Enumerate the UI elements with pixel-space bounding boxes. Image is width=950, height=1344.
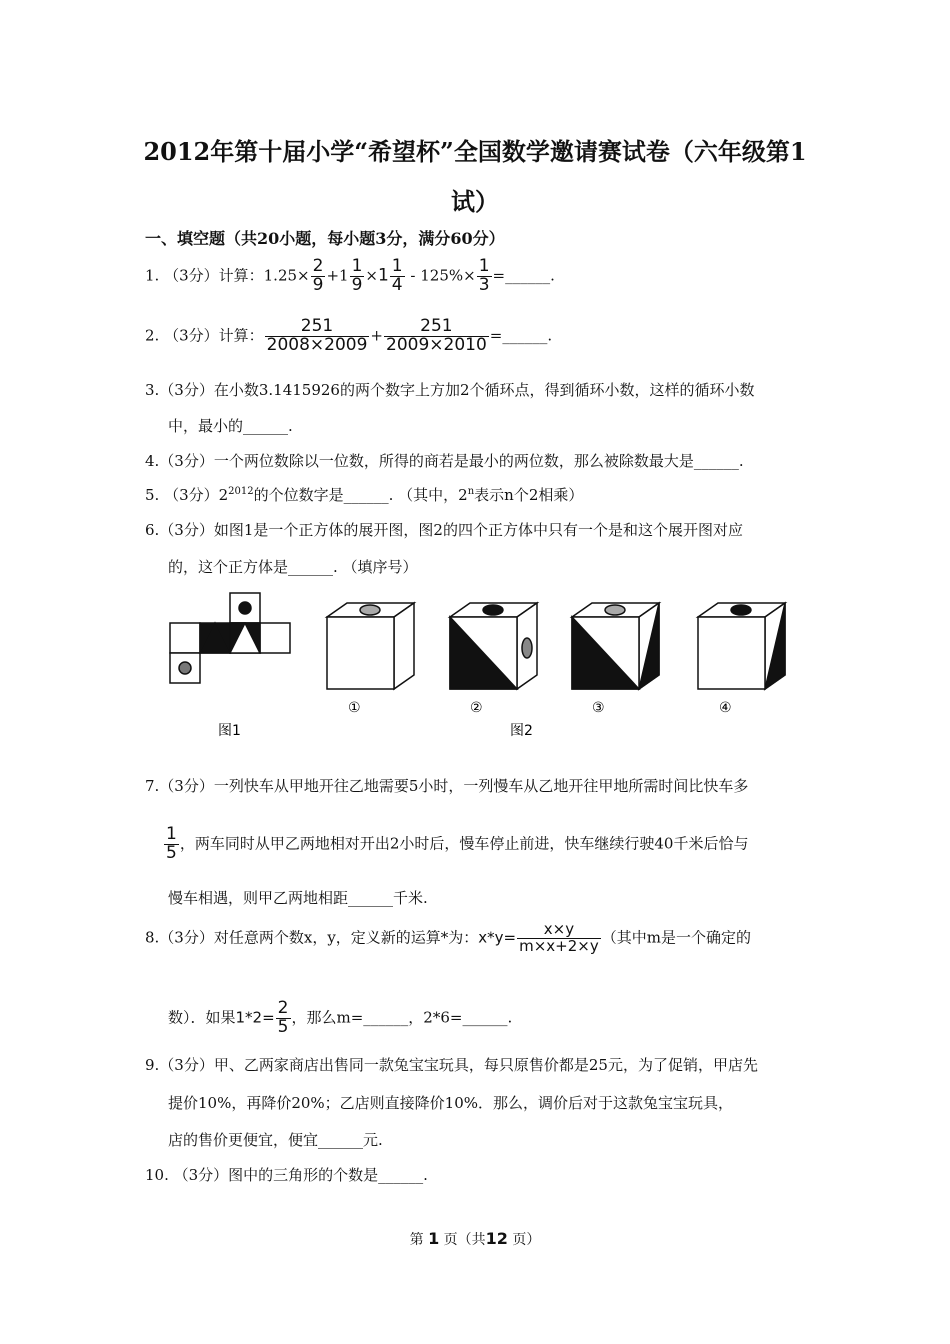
question-3-cont: 中，最小的______. <box>168 417 293 435</box>
q1-term: 1.25× <box>263 266 310 285</box>
question-7-cont <box>163 826 748 863</box>
q2-frac1: $\frac{251}{2008\times 2009}$ <box>266 316 368 355</box>
section-heading: 一、填空题（共20小题，每小题3分，满分60分） <box>145 229 505 248</box>
q2-frac2: $\frac{251}{2009\times 2010}$ <box>386 316 487 355</box>
figure2-caption: 图2 <box>510 723 533 739</box>
q1-frac3: $\frac{1}{4}$ <box>391 256 403 295</box>
q5-prompt: 5. （3分）2 <box>145 486 229 504</box>
question-1 <box>145 258 555 295</box>
cube-net <box>170 593 290 683</box>
q8-frac: $\frac{x\times y}{m\times x+2\times y}$ <box>519 920 599 955</box>
q1-term2: +1 <box>326 266 349 285</box>
cube-label-2: ② <box>470 700 483 716</box>
q1-frac1: $\frac{2}{9}$ <box>312 256 324 295</box>
q1-prompt: （3分）计算： <box>164 266 264 285</box>
footer-prefix: 第 <box>409 1232 424 1248</box>
q5-note: 表示n个2相乘） <box>474 486 584 504</box>
cube-label-1: ① <box>348 700 361 716</box>
q1-term3: - 125%× <box>405 266 476 285</box>
q5-exponent: 2012 <box>228 486 254 497</box>
question-9-cont2: 店的售价更便宜，便宜______元. <box>168 1131 383 1149</box>
question-8-cont <box>168 1000 512 1037</box>
q8-example-lhs: 1*2= <box>235 1008 275 1027</box>
q8-note: （其中m是一个确定的 <box>601 928 751 947</box>
q1-number: 1. <box>145 266 160 285</box>
cube-option-3 <box>572 603 659 689</box>
q1-whole: 1 <box>377 265 389 286</box>
footer-mid: 页（共 <box>443 1232 486 1248</box>
q2-plus: + <box>370 326 383 345</box>
cube-option-4 <box>698 603 785 689</box>
question-8 <box>145 922 751 955</box>
page-title: 2012年第十届小学“希望杯”全国数学邀请赛试卷（六年级第1 <box>143 137 807 166</box>
q5-text: 的个位数字是______. （其中，2 <box>253 486 468 504</box>
question-7: 7.（3分）一列快车从甲地开往乙地需要5小时，一列慢车从乙地开往甲地所需时间比快车多 <box>145 777 749 795</box>
page-title-cont: 试） <box>451 187 499 216</box>
q5-exponent-n: n <box>467 486 475 497</box>
question-6-cont: 的，这个正方体是______. （填序号） <box>168 558 418 576</box>
question-9-cont: 提价10%，再降价20%；乙店则直接降价10%．那么，调价后对于这款兔宝宝玩具， <box>168 1094 734 1112</box>
page-footer <box>0 1229 950 1249</box>
q1-frac4: $\frac{1}{3}$ <box>478 256 490 295</box>
cube-figure <box>160 590 800 750</box>
q8-op-lhs: x*y= <box>478 928 517 947</box>
footer-suffix: 页） <box>512 1232 541 1248</box>
q7-text: ，两车同时从甲乙两地相对开出2小时后，慢车停止前进，快车继续行驶40千米后恰与 <box>179 834 749 853</box>
question-6: 6.（3分）如图1是一个正方体的展开图，图2的四个正方体中只有一个是和这个展开图对应 <box>145 521 743 539</box>
q2-answer-blank: =______. <box>489 326 553 345</box>
page-number: 1 <box>428 1229 440 1248</box>
question-7-cont2: 慢车相遇，则甲乙两地相距______千米. <box>168 889 428 907</box>
question-5 <box>145 484 583 505</box>
cube-option-1 <box>327 603 414 689</box>
q2-number: 2. <box>145 326 160 345</box>
question-3: 3.（3分）在小数3.1415926的两个数字上方加2个循环点，得到循环小数，这样的循环小数 <box>145 381 755 399</box>
q8-answer-blanks: ，那么m=______，2*6=______. <box>291 1008 513 1027</box>
q7-frac: $\frac{1}{5}$ <box>166 824 177 863</box>
q1-times: × <box>365 266 378 285</box>
question-2 <box>145 318 552 355</box>
question-9: 9.（3分）甲、乙两家商店出售同一款兔宝宝玩具，每只原售价都是25元，为了促销，甲店先 <box>145 1056 758 1074</box>
page-total: 12 <box>485 1229 508 1248</box>
question-4: 4.（3分）一个两位数除以一位数，所得的商若是最小的两位数，那么被除数最大是______. <box>145 452 744 470</box>
q8-text: 数）．如果 <box>168 1008 236 1027</box>
q2-prompt: （3分）计算： <box>164 326 264 345</box>
q8-frac2: $\frac{2}{5}$ <box>277 998 289 1037</box>
figure1-caption: 图1 <box>218 723 241 739</box>
q1-answer-blank: =______. <box>492 266 555 285</box>
cube-label-3: ③ <box>592 700 605 716</box>
q8-prompt: 8.（3分）对任意两个数x，y，定义新的运算*为： <box>145 928 479 947</box>
question-10: 10. （3分）图中的三角形的个数是______. <box>145 1166 428 1184</box>
q1-frac2: $\frac{1}{9}$ <box>351 256 363 295</box>
cube-label-4: ④ <box>719 700 732 716</box>
cube-option-2 <box>450 603 537 689</box>
